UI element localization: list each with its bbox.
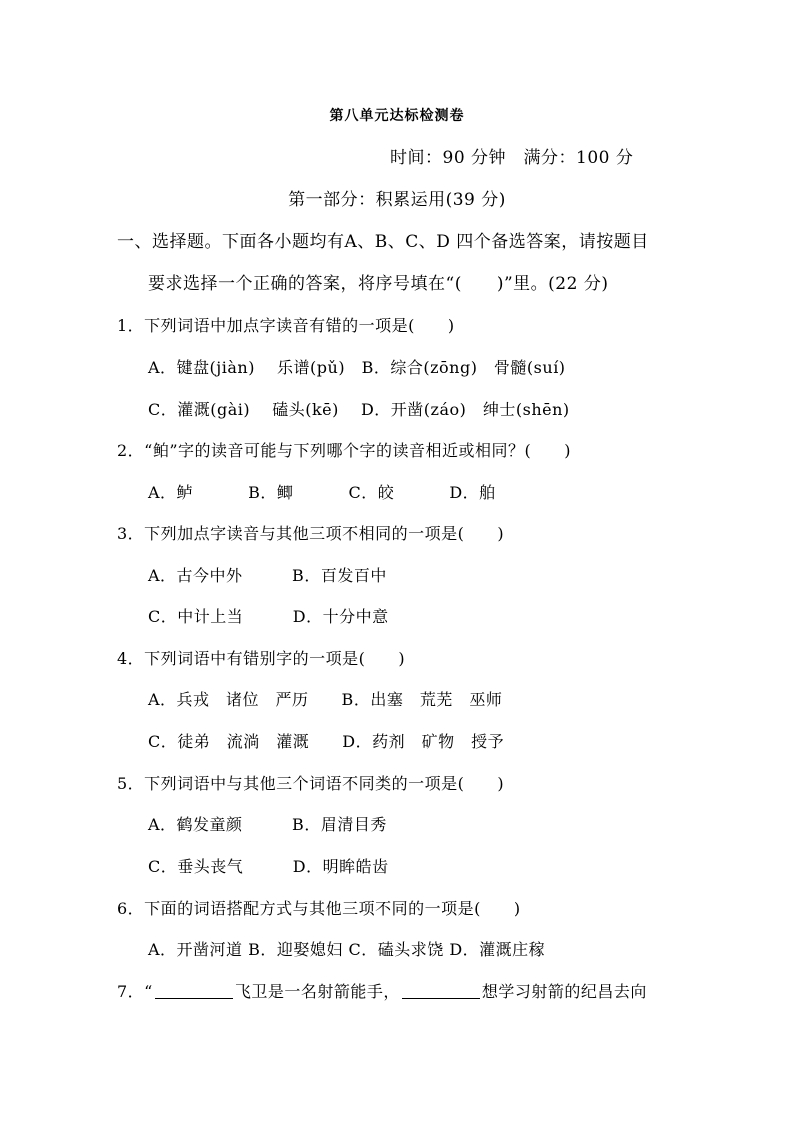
section-instruction-line1: 一、选择题。下面各小题均有A、B、C、D 四个备选答案，请按题目 <box>117 232 649 252</box>
question-2-options: A．鲈 B．鲫 C．皎 D．舶 <box>148 483 496 502</box>
section-instruction-line2: 要求选择一个正确的答案，将序号填在“( )”里。(22 分) <box>148 274 609 294</box>
question-4-options-ab: A．兵戎 诸位 严历 B．出塞 荒芜 巫师 <box>148 690 503 709</box>
answer-blank-1[interactable] <box>155 982 233 999</box>
question-7-suffix: 想学习射箭的纪昌去向 <box>481 982 647 1001</box>
question-5-options-cd: C．垂头丧气 D．明眸皓齿 <box>148 857 389 876</box>
answer-blank-2[interactable] <box>402 982 480 999</box>
question-3-stem: 3．下列加点字读音与其他三项不相同的一项是( ) <box>117 524 505 543</box>
time-info: 时间：90 分钟 满分：100 分 <box>390 148 634 168</box>
question-2-stem: 2．“鲌”字的读音可能与下列哪个字的读音相近或相同？( ) <box>117 441 572 460</box>
question-4-stem: 4．下列词语中有错别字的一项是( ) <box>117 649 406 668</box>
question-1-options-cd: C．灌溉(gài) 磕头(kē) D．开凿(záo) 绅士(shēn) <box>148 400 570 419</box>
question-4-options-cd: C．徒弟 流淌 灌溉 D．药剂 矿物 授予 <box>148 732 505 751</box>
question-6-stem: 6．下面的词语搭配方式与其他三项不同的一项是( ) <box>117 899 521 918</box>
question-5-stem: 5．下列词语中与其他三个词语不同类的一项是( ) <box>117 774 505 793</box>
question-1-stem: 1．下列词语中加点字读音有错的一项是( ) <box>117 316 455 335</box>
question-1-options-ab: A．键盘(jiàn) 乐谱(pǔ) B．综合(zōng) 骨髓(suí) <box>148 358 566 377</box>
exam-title: 第八单元达标检测卷 <box>329 108 465 124</box>
question-6-options: A．开凿河道 B．迎娶媳妇 C．磕头求饶 D．灌溉庄稼 <box>148 940 546 959</box>
question-7-mid: 飞卫是一名射箭能手， <box>234 982 400 1001</box>
question-5-options-ab: A．鹤发童颜 B．眉清目秀 <box>148 815 387 834</box>
question-7-prefix: 7．“ <box>117 982 153 1001</box>
question-7-stem <box>117 982 647 1002</box>
question-3-options-cd: C．中计上当 D．十分中意 <box>148 607 389 626</box>
question-3-options-ab: A．古今中外 B．百发百中 <box>148 566 387 585</box>
part-heading: 第一部分：积累运用(39 分) <box>288 190 506 210</box>
